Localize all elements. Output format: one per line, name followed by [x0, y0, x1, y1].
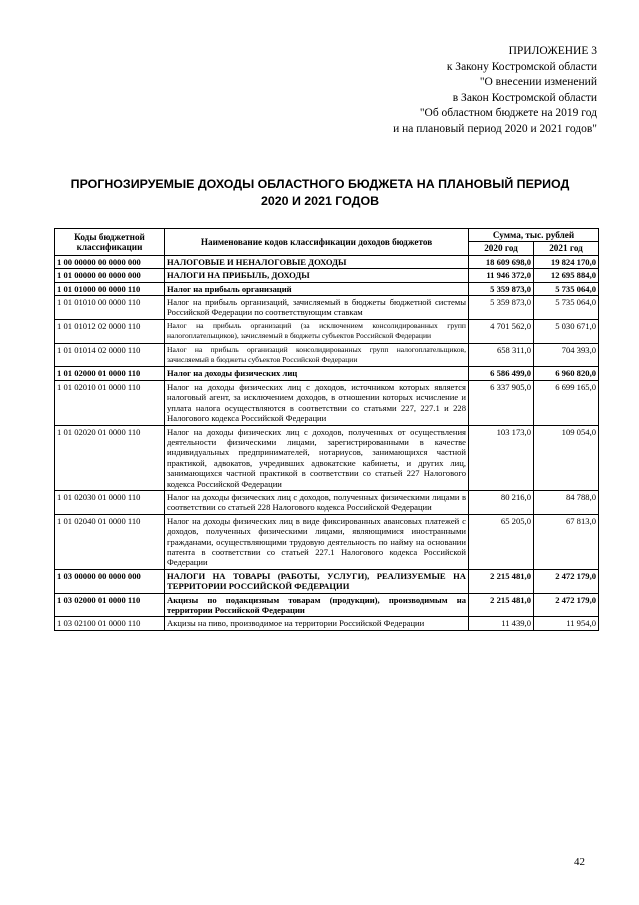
title-line: 2020 И 2021 ГОДОВ: [260, 194, 380, 208]
header-codes: Коды бюджетной классификации: [55, 229, 165, 256]
table-row: [55, 380, 599, 425]
row-name: НАЛОГИ НА ТОВАРЫ (РАБОТЫ, УСЛУГИ), РЕАЛИЗУЕМЫЕ НА ТЕРРИТОРИИ РОССИЙСКОЙ ФЕДЕРАЦИИ: [165, 569, 469, 593]
table-row: [55, 617, 599, 630]
row-value-2020: 11 439,0: [469, 617, 534, 630]
row-name: Налог на доходы физических лиц с доходов, полученных от осуществления деятельности физическими лицами, зарегистрированными в качестве индивидуальных предпринимателей, нотариусов, занимающихся частной практикой, адвокатов, учредивших адвокатские кабинеты, и других лиц, занимающихся частной практикой в соответствии со статьей 227 Налогового кодекса Российской Федерации: [165, 425, 469, 490]
row-code: 1 00 00000 00 0000 000: [55, 255, 165, 268]
row-value-2021: 12 695 884,0: [534, 269, 599, 282]
row-value-2020: 6 586 499,0: [469, 367, 534, 380]
row-name: Налог на доходы физических лиц с доходов, источником которых является налоговый агент, за исключением доходов, в отношении которых исчисление и уплата налога осуществляются в соответствии со статьями 227, 227.1 и 228 Налогового кодекса Российской Федерации: [165, 380, 469, 425]
row-value-2021: 5 030 671,0: [534, 319, 599, 343]
table-row: [55, 319, 599, 343]
row-value-2020: 2 215 481,0: [469, 569, 534, 593]
row-value-2021: 6 699 165,0: [534, 380, 599, 425]
row-name: Налог на прибыль организаций консолидированных групп налогоплательщиков, зачисляемый в бюджеты субъектов Российской Федерации: [165, 343, 469, 367]
row-code: 1 01 01014 02 0000 110: [55, 343, 165, 367]
table-row: [55, 569, 599, 593]
appendix-line: ПРИЛОЖЕНИЕ 3: [508, 45, 597, 57]
row-code: 1 01 01012 02 0000 110: [55, 319, 165, 343]
row-value-2020: 658 311,0: [469, 343, 534, 367]
table-row: [55, 490, 599, 514]
page-number: 42: [574, 856, 585, 868]
row-value-2020: 4 701 562,0: [469, 319, 534, 343]
document-title: [30, 176, 610, 210]
row-value-2021: 2 472 179,0: [534, 569, 599, 593]
row-name: Акцизы на пиво, производимое на территории Российской Федерации: [165, 617, 469, 630]
row-value-2021: 5 735 064,0: [534, 282, 599, 295]
header-sum: Сумма, тыс. рублей: [469, 229, 599, 242]
row-name: НАЛОГИ НА ПРИБЫЛЬ, ДОХОДЫ: [165, 269, 469, 282]
appendix-line: к Закону Костромской области: [446, 60, 597, 73]
row-value-2021: 5 735 064,0: [534, 296, 599, 320]
row-value-2020: 2 215 481,0: [469, 593, 534, 617]
row-code: 1 01 00000 00 0000 000: [55, 269, 165, 282]
table-row: [55, 282, 599, 295]
row-value-2021: 84 788,0: [534, 490, 599, 514]
row-code: 1 01 02000 01 0000 110: [55, 367, 165, 380]
row-value-2020: 80 216,0: [469, 490, 534, 514]
row-name: Налог на прибыль организаций (за исключением консолидированных групп налогоплательщиков), зачисляемый в бюджеты субъектов Российской Федерации: [165, 319, 469, 343]
row-value-2020: 5 359 873,0: [469, 282, 534, 295]
row-code: 1 01 02030 01 0000 110: [55, 490, 165, 514]
row-value-2021: 6 960 820,0: [534, 367, 599, 380]
appendix-line: и на плановый период 2020 и 2021 годов": [393, 122, 597, 135]
row-value-2020: 11 946 372,0: [469, 269, 534, 282]
row-code: 1 01 02020 01 0000 110: [55, 425, 165, 490]
header-year-2020: 2020 год: [469, 242, 534, 255]
row-value-2020: 65 205,0: [469, 514, 534, 569]
table-row: [55, 296, 599, 320]
row-code: 1 01 02040 01 0000 110: [55, 514, 165, 569]
row-name: Налог на прибыль организаций, зачисляемый в бюджеты бюджетной системы Российской Федерации по соответствующим ставкам: [165, 296, 469, 320]
row-value-2021: 67 813,0: [534, 514, 599, 569]
row-code: 1 03 02100 01 0000 110: [55, 617, 165, 630]
row-value-2021: 109 054,0: [534, 425, 599, 490]
row-code: 1 01 01000 00 0000 110: [55, 282, 165, 295]
row-code: 1 03 02000 01 0000 110: [55, 593, 165, 617]
table-row: [55, 255, 599, 268]
table-row: [55, 514, 599, 569]
header-year-2021: 2021 год: [534, 242, 599, 255]
row-code: 1 03 00000 00 0000 000: [55, 569, 165, 593]
table-row: [55, 593, 599, 617]
row-name: Налог на доходы физических лиц: [165, 367, 469, 380]
row-value-2021: 19 824 170,0: [534, 255, 599, 268]
appendix-line: "Об областном бюджете на 2019 год: [419, 107, 597, 119]
row-code: 1 01 02010 01 0000 110: [55, 380, 165, 425]
appendix-line: "О внесении изменений: [479, 76, 597, 88]
table-row: [55, 425, 599, 490]
row-value-2020: 6 337 905,0: [469, 380, 534, 425]
row-value-2020: 103 173,0: [469, 425, 534, 490]
row-code: 1 01 01010 00 0000 110: [55, 296, 165, 320]
table-header-row: [55, 229, 599, 242]
revenue-table: [54, 228, 599, 631]
row-name: Налог на прибыль организаций: [165, 282, 469, 295]
row-name: Налог на доходы физических лиц с доходов, полученных физическими лицами в соответствии со статьей 228 Налогового кодекса Российской Федерации: [165, 490, 469, 514]
row-name: Налог на доходы физических лиц в виде фиксированных авансовых платежей с доходов, полученных физическими лицами, являющимися иностранными гражданами, осуществляющими трудовую деятельность по найму на основании патента в соответствии со статьей 227.1 Налогового кодекса Российской Федерации: [165, 514, 469, 569]
title-line: ПРОГНОЗИРУЕМЫЕ ДОХОДЫ ОБЛАСТНОГО БЮДЖЕТА НА ПЛАНОВЫЙ ПЕРИОД: [70, 177, 570, 191]
row-value-2021: 11 954,0: [534, 617, 599, 630]
table-row: [55, 269, 599, 282]
header-name: Наименование кодов классификации доходов бюджетов: [165, 229, 469, 256]
row-name: НАЛОГОВЫЕ И НЕНАЛОГОВЫЕ ДОХОДЫ: [165, 255, 469, 268]
row-value-2020: 18 609 698,0: [469, 255, 534, 268]
row-value-2021: 2 472 179,0: [534, 593, 599, 617]
row-value-2021: 704 393,0: [534, 343, 599, 367]
table-row: [55, 343, 599, 367]
appendix-header: [393, 44, 597, 137]
appendix-line: в Закон Костромской области: [452, 91, 597, 104]
table-body: [55, 255, 599, 630]
row-value-2020: 5 359 873,0: [469, 296, 534, 320]
row-name: Акцизы по подакцизным товарам (продукции), производимым на территории Российской Федерации: [165, 593, 469, 617]
table-row: [55, 367, 599, 380]
